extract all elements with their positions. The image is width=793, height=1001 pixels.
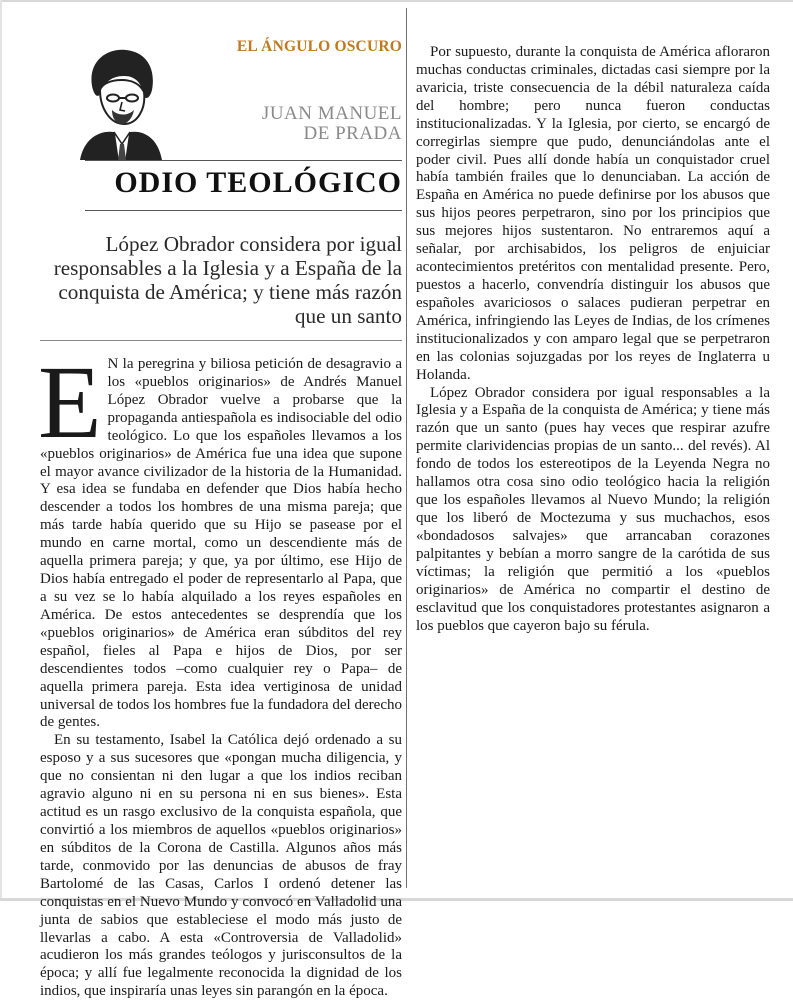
author-last-name: DE PRADA xyxy=(303,123,402,144)
author-portrait xyxy=(70,40,170,160)
body-column-1 xyxy=(38,345,402,1001)
paragraph-3: Por supuesto, durante la conquista de América afloraron muchas conductas criminales, dictadas casi siempre por la avaricia, triste consecuencia de la débil naturaleza caída del hombre; pero nunca fueron conductas institucionalizadas. Y la Iglesia, por cierto, se encargó de corregirlas siempre que pudo, denunciándolas ante el poder civil. Pues allí donde había un conquistador cruel había también frailes que lo denunciaban. La acción de España en América no puede definirse por los abusos que sus hijos peores perpetraron, sino por los principios que sus mejores hijos sustentaron. No entraremos aquí a señalar, por archisabidos, los peligros de enjuiciar acontecimientos pretéritos con mentalidad presente. Pero, puestos a hacerlo, convendría distinguir los abusos que españoles avariciosos o salaces pudieran perpetrar en América, infringiendo las Leyes de Indias, de los crímenes institucionalizados y con amparo legal que se perpetraron en las colonias sojuzgadas por los reyes de Inglaterra u Holanda. xyxy=(416,44,770,383)
author-first-name: JUAN MANUEL xyxy=(261,103,402,124)
lede-rule xyxy=(40,340,402,341)
article-title: ODIO TEOLÓGICO xyxy=(114,166,402,199)
paragraph-2: En su testamento, Isabel la Católica dejó ordenado a su esposo y a sus sucesores que «pongan mucha diligencia, y que no consientan ni den lugar a que los indios reciban agravio alguno ni en su persona ni en sus bienes». Esta actitud es un rasgo exclusivo de la conquista española, que convirtió a los miembros de aquellos «pueblos originarios» en súbditos de la Corona de Castilla. Algunos años más tarde, conmovido por las denuncias de abusos de fray Bartolomé de las Casas, Carlos I ordenó detener las conquistas en el Nuevo Mundo y convocó en Valladolid una junta de sabios que estableciese el modo más justo de llevarlas a cabo. A esta «Controversia de Valladolid» acudieron los más grandes teólogos y jurisconsultos de la época; y allí fue legalmente reconocida la dignidad de los indios, que inspiraría unas leyes sin parangón en la época. xyxy=(40,732,402,1000)
paragraph-4: López Obrador considera por igual responsables a la Iglesia y a España de la conquista de América; y tiene más razón que un santo (pues hay veces que respirar azufre permite clarividencias propias de un santo... del revés). Al fondo de todos los estereotipos de la Leyenda Negra no hallamos otra cosa sino odio teológico hacia la religión que los españoles llevamos al Nuevo Mundo; la religión que los liberó de Moctezuma y sus muchachos, esos «bondadosos salvajes» que arrancaban corazones palpitantes y bebían a morro sangre de la carótida de sus víctimas; la religión que permitió a los «pueblos originarios» de América no compartir el destino de esclavitud que los conquistadores protestantes asignaron a los pueblos que cayeron bajo su férula. xyxy=(416,384,770,634)
section-label: EL ÁNGULO OSCURO xyxy=(236,38,402,55)
paragraph-1 xyxy=(38,345,402,732)
body-column-2 xyxy=(416,44,770,635)
article-lede: López Obrador considera por igual responsables a la Iglesia y a España de la conquista de América; y tiene más razón que un santo xyxy=(53,232,402,328)
title-rule-bottom xyxy=(85,210,402,211)
title-rule-top xyxy=(85,160,402,161)
page-border-top xyxy=(0,0,793,2)
paragraph-1-text: N la peregrina y biliosa petición de desagravio a los «pueblos originarios» de Andrés Manuel López Obrador vuelve a probarse que la propaganda antiespañola es indisociable del odio teológico. Lo que los españoles llevamos a los «pueblos originarios» de América fue una idea que supone el mayor avance civilizador de la historia de la Humanidad. Y esa idea se fundaba en defender que Dios había hecho descender a todos los hombres de una misma pareja; que más tarde había querido que su Hijo se pasease por el mundo en carne mortal, como un descendiente más de aquella primera pareja; y que, ya por último, ese Hijo de Dios había entregado el poder de representarlo al Papa, que a su vez se lo había alquilado a los reyes españoles en América. De estos antecedentes se desprendía que los «pueblos originarios» de América eran súbditos del rey español, fieles al Papa e hijos de Dios, por ser descendientes todos –como cualquier rey o Papa– de aquella primera pareja. Esta idea vertiginosa de unidad universal de todos los hombres fue la fundadora del derecho de gentes. xyxy=(40,356,402,731)
drop-cap: E xyxy=(38,345,102,460)
author-name xyxy=(230,104,402,144)
page-border-left xyxy=(0,0,2,901)
column-divider xyxy=(406,8,407,888)
